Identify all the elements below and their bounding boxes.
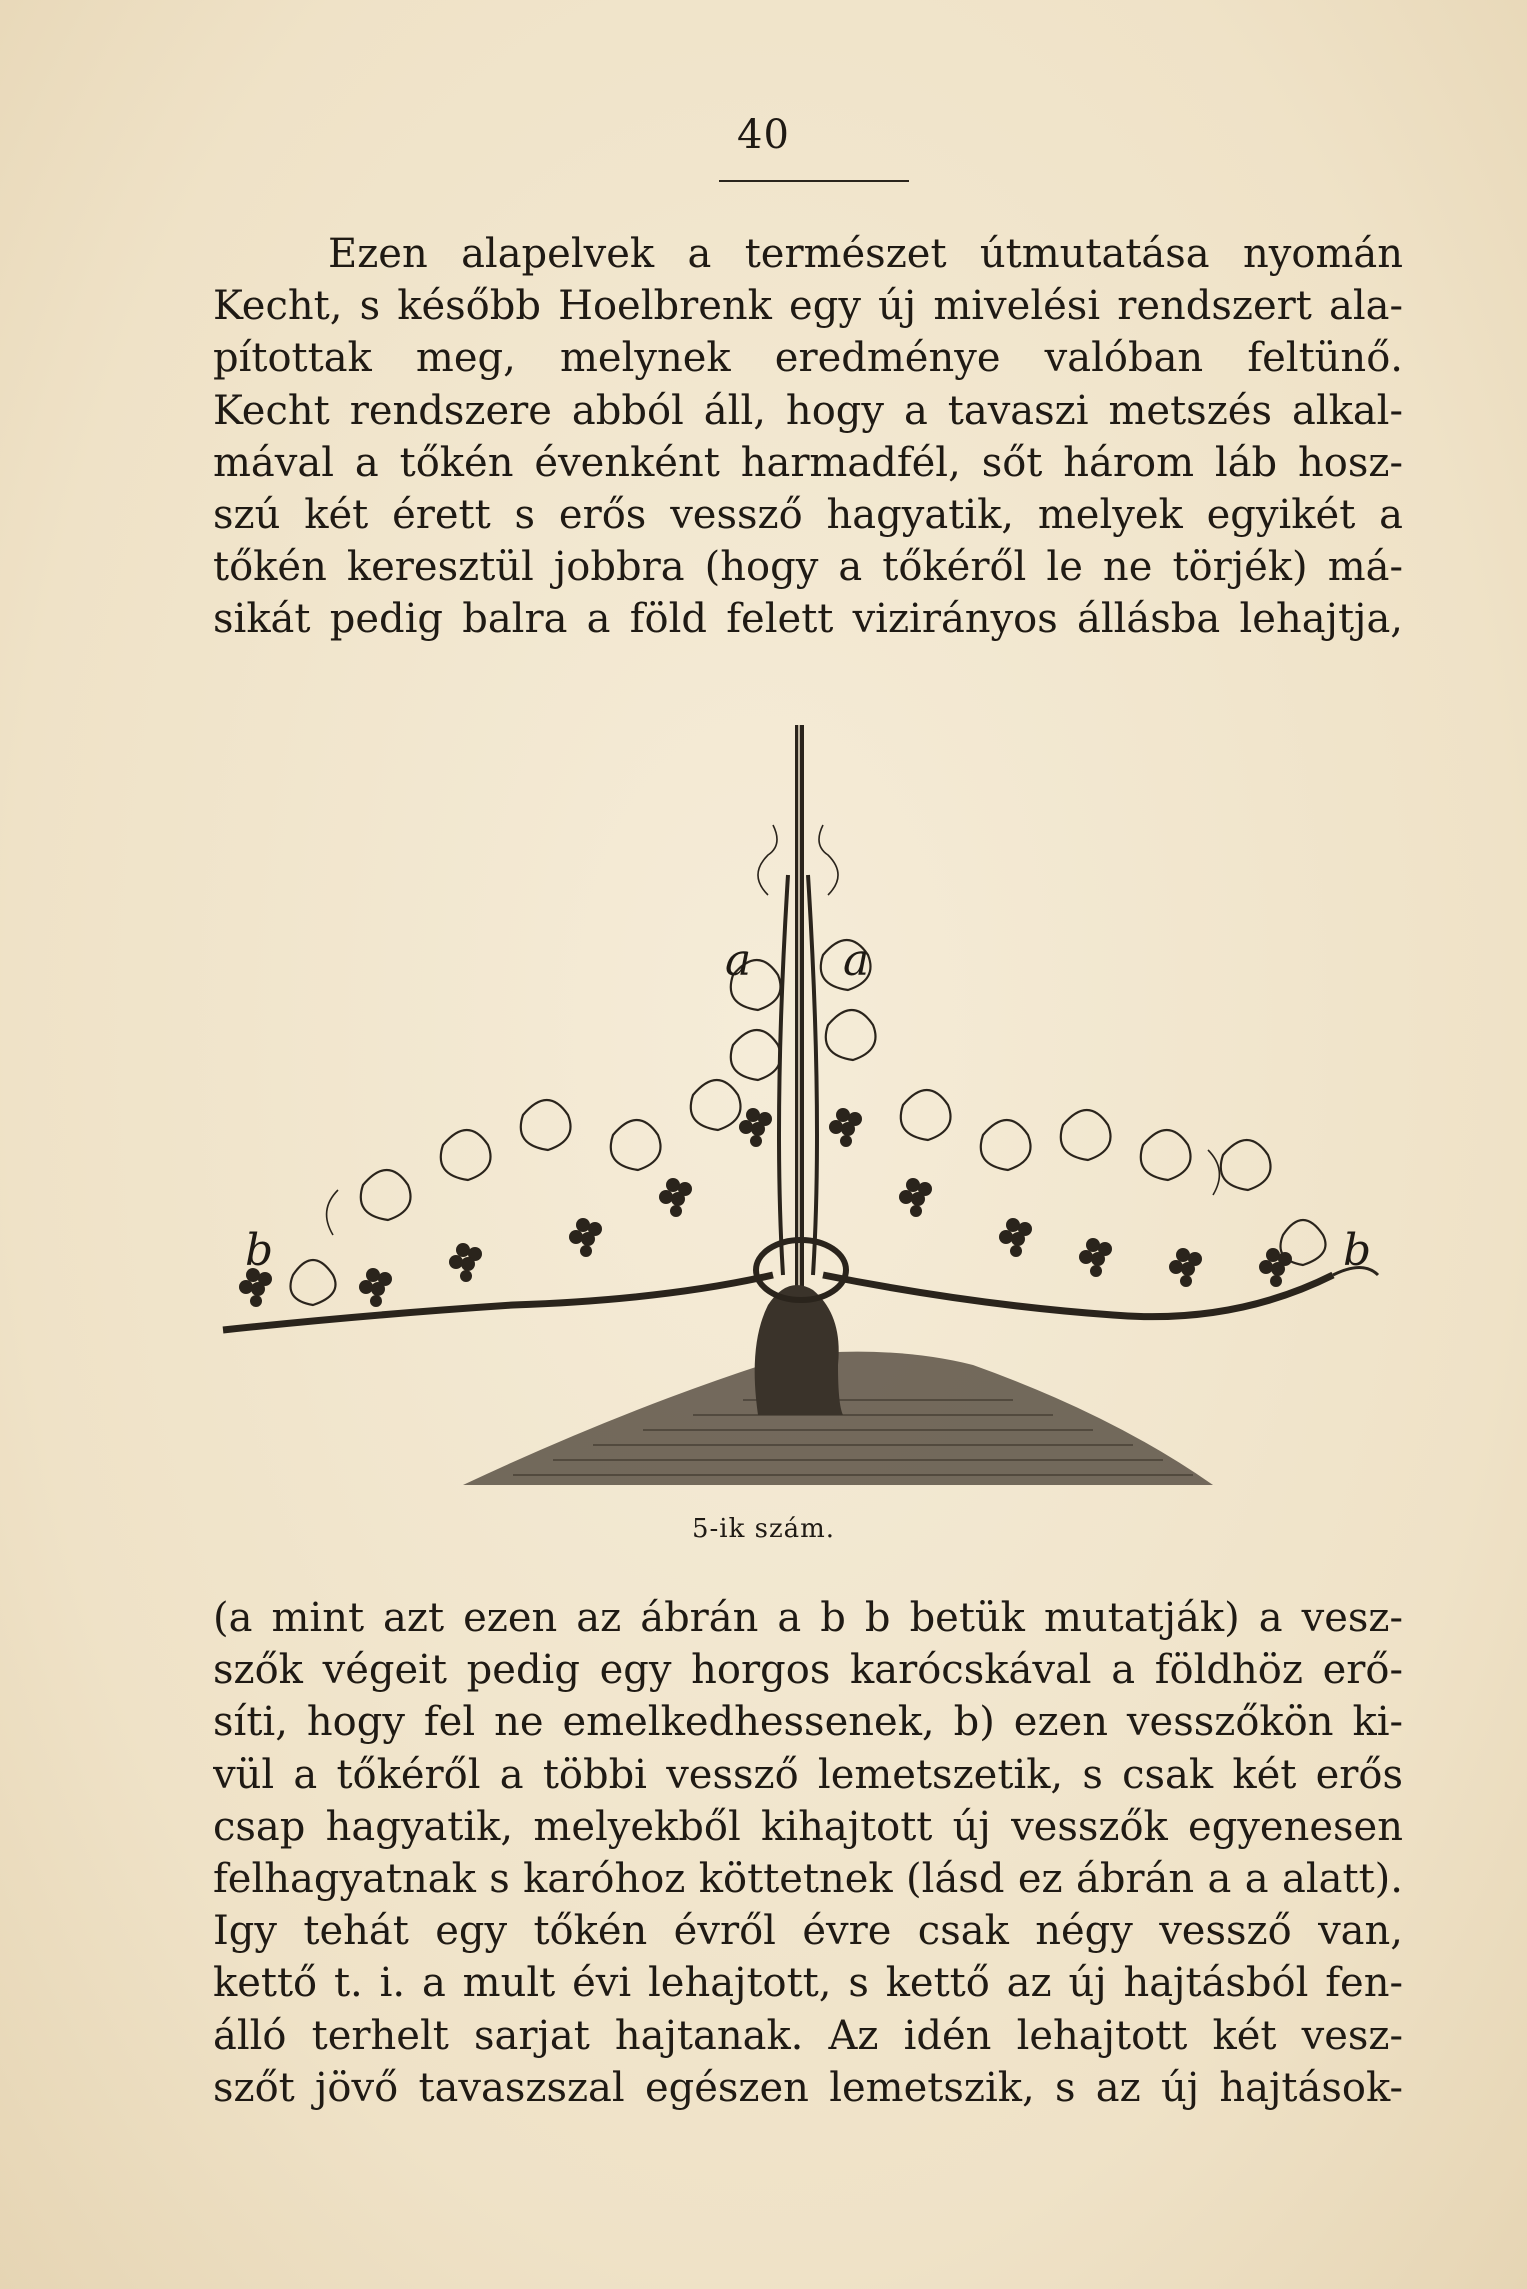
text-line: szők végeit pedig egy horgos karócskával a földhöz erő- [213, 1647, 1403, 1694]
text-line: pítottak meg, melynek eredménye valóban feltünő. [213, 335, 1403, 382]
grapevine-engraving-icon [213, 715, 1403, 1495]
text-line: Igy tehát egy tőkén évről évre csak négy vessző van, [213, 1908, 1403, 1955]
text-line: Kecht rendszere abból áll, hogy a tavaszi metszés alkal- [213, 387, 1403, 434]
grapevine-figure [213, 715, 1403, 1495]
text-line: felhagyatnak s karóhoz köttetnek (lásd ez ábrán a a alatt). [213, 1855, 1403, 1902]
text-line: (a mint azt ezen az ábrán a b b betük mutatják) a vesz- [213, 1595, 1403, 1641]
text-line: Kecht, s később Hoelbrenk egy új mivelési rendszert ala- [213, 283, 1403, 330]
text-line: szú két érett s erős vessző hagyatik, melyek egyikét a [213, 491, 1403, 538]
text-line: mával a tőkén évenként harmadfél, sőt három láb hosz- [213, 439, 1403, 486]
text-line: szőt jövő tavaszszal egészen lemetszik, s az új hajtások- [213, 2064, 1403, 2111]
figure-label-a-left: a [725, 935, 752, 986]
text-line: kettő t. i. a mult évi lehajtott, s kettő az új hajtásból fen- [213, 1960, 1403, 2007]
text-line: álló terhelt sarjat hajtanak. Az idén lehajtott két vesz- [213, 2012, 1403, 2059]
paragraph-bottom [213, 1592, 1403, 2114]
figure-label-a-right: a [843, 935, 870, 986]
text-line: csap hagyatik, melyekből kihajtott új vesszők egyenesen [213, 1803, 1403, 1850]
text-line: sikát pedig balra a föld felett vizirányos állásba lehajtja, [213, 596, 1403, 643]
figure-caption: 5-ik szám. [691, 1514, 836, 1544]
text-line: síti, hogy fel ne emelkedhessenek, b) ezen vesszőkön ki- [213, 1699, 1403, 1746]
text-line: vül a tőkéről a többi vessző lemetszetik, s csak két erős [213, 1751, 1403, 1798]
text-line: tőkén keresztül jobbra (hogy a tőkéről le ne törjék) má- [213, 544, 1403, 591]
figure-label-b-right: b [1343, 1225, 1372, 1276]
figure-label-b-left: b [245, 1225, 274, 1276]
text-line: Ezen alapelvek a természet útmutatása nyomán [328, 231, 1403, 277]
paragraph-top [213, 228, 1403, 646]
page-number: 40 [737, 112, 790, 158]
header-rule [719, 180, 909, 182]
